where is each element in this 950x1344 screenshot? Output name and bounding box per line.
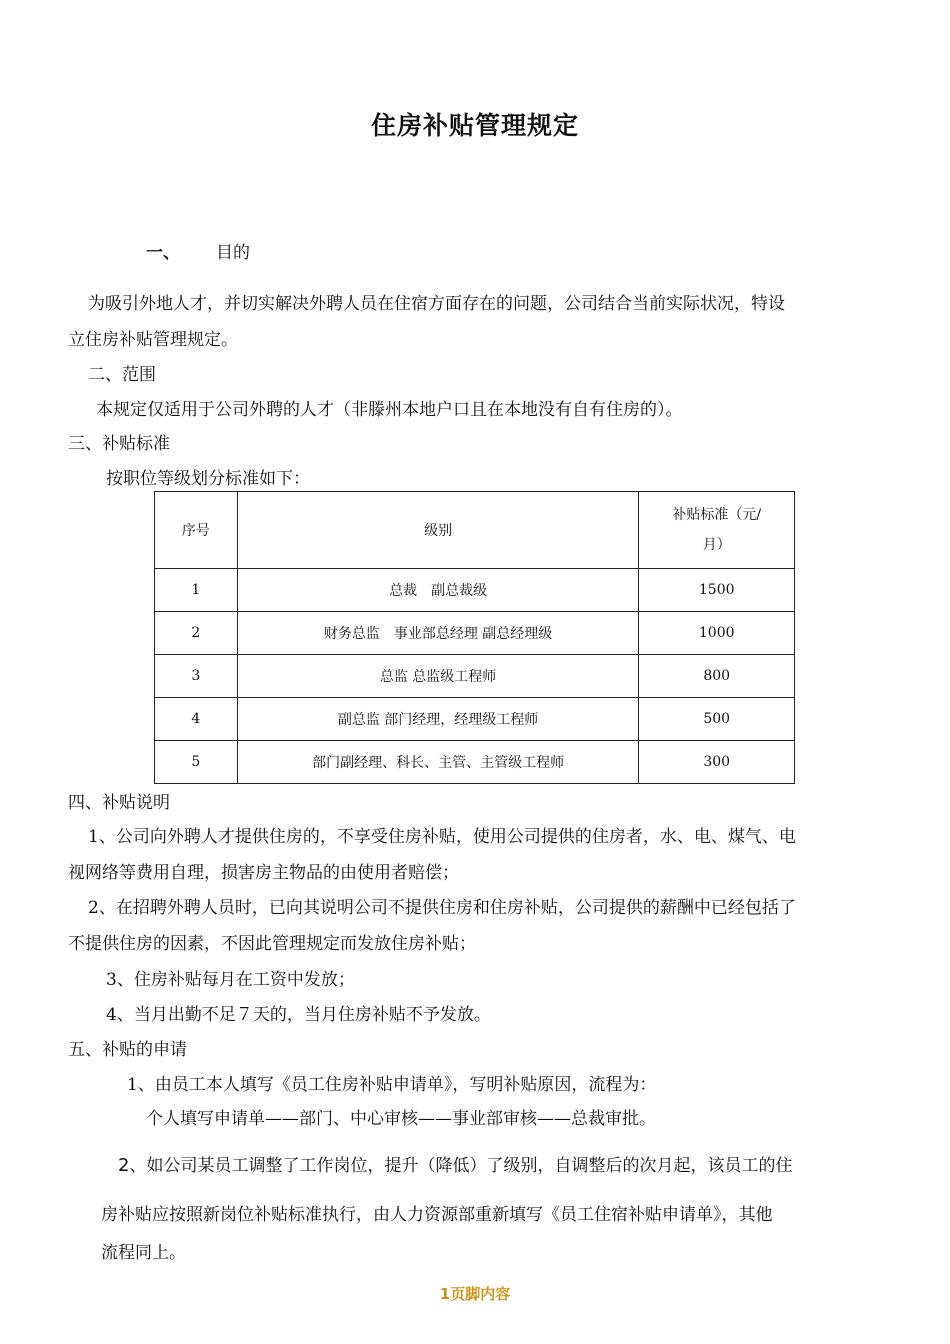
section-standard-heading: 三、补贴标准	[68, 434, 170, 454]
cell-level: 财务总监 事业部总经理 副总经理级	[237, 612, 639, 655]
cell-no: 5	[155, 741, 238, 784]
cell-level: 部门副经理、科长、主管、主管级工程师	[237, 741, 639, 784]
standard-intro: 按职位等级划分标准如下：	[106, 469, 310, 489]
apply-2-line-1-text: 、如公司某员工调整了工作岗位，提升（降低）了级别，自调整后的次月起，该员工的住	[129, 1156, 793, 1176]
cell-no: 2	[155, 612, 238, 655]
section-number: 一、	[146, 243, 180, 263]
header-standard-line-2: 月）	[702, 537, 731, 553]
apply-2-line-2: 房补贴应按照新岗位补贴标准执行，由人力资源部重新填写《员工住宿补贴申请单》，其他	[101, 1205, 773, 1225]
table-header-row	[155, 492, 795, 569]
header-standard-line-1: 补贴标准（元/	[672, 507, 762, 523]
table-row	[155, 612, 795, 655]
note-4: 4、当月出勤不足７天的，当月住房补贴不予发放。	[106, 1005, 491, 1025]
cell-level: 副总监 部门经理，经理级工程师	[237, 698, 639, 741]
table-row	[155, 655, 795, 698]
section-purpose-heading	[146, 238, 250, 263]
note-1-line-1: 1、公司向外聘人才提供住房的，不享受住房补贴，使用公司提供的住房者，水、电、煤气、电	[88, 827, 796, 847]
table-row	[155, 569, 795, 612]
section-scope-heading: 二、范围	[88, 365, 156, 385]
cell-amount: 1000	[639, 612, 795, 655]
purpose-line-2: 立住房补贴管理规定。	[68, 330, 238, 350]
note-2-line-1: 2、在招聘外聘人员时，已向其说明公司不提供住房和住房补贴，公司提供的薪酬中已经包括了	[88, 898, 796, 918]
table-row	[155, 698, 795, 741]
cell-no: 4	[155, 698, 238, 741]
cell-amount: 1500	[639, 569, 795, 612]
section-label: 目的	[216, 243, 250, 263]
cell-no: 3	[155, 655, 238, 698]
cell-level: 总监 总监级工程师	[237, 655, 639, 698]
scope-text: 本规定仅适用于公司外聘的人才（非滕州本地户口且在本地没有自有住房的）。	[96, 400, 683, 420]
header-standard	[639, 492, 795, 569]
purpose-line-1: 为吸引外地人才，并切实解决外聘人员在住宿方面存在的问题，公司结合当前实际状况，特设	[88, 294, 785, 314]
apply-1: 1、由员工本人填写《员工住房补贴申请单》，写明补贴原因，流程为：	[127, 1075, 657, 1095]
note-1-line-2: 视网络等费用自理，损害房主物品的由使用者赔偿；	[68, 863, 459, 883]
note-2-line-2: 不提供住房的因素，不因此管理规定而发放住房补贴；	[68, 934, 476, 954]
apply-1-flow: 个人填写申请单——部门、中心审核——事业部审核——总裁审批。	[146, 1109, 656, 1129]
section-apply-heading: 五、补贴的申请	[68, 1040, 187, 1060]
header-no: 序号	[155, 492, 238, 569]
apply-2-line-1	[118, 1151, 792, 1176]
apply-2-line-3: 流程同上。	[101, 1243, 186, 1263]
cell-amount: 300	[639, 741, 795, 784]
cell-level: 总裁 副总裁级	[237, 569, 639, 612]
cell-amount: 800	[639, 655, 795, 698]
header-level: 级别	[237, 492, 639, 569]
document-title: 住房补贴管理规定	[370, 111, 579, 140]
page-footer: 1页脚内容	[439, 1285, 511, 1303]
subsidy-table	[154, 491, 795, 784]
cell-amount: 500	[639, 698, 795, 741]
apply-2-number: 2	[118, 1155, 130, 1176]
table-row	[155, 741, 795, 784]
cell-no: 1	[155, 569, 238, 612]
note-3: 3、住房补贴每月在工资中发放；	[106, 970, 355, 990]
section-notes-heading: 四、补贴说明	[68, 793, 170, 813]
